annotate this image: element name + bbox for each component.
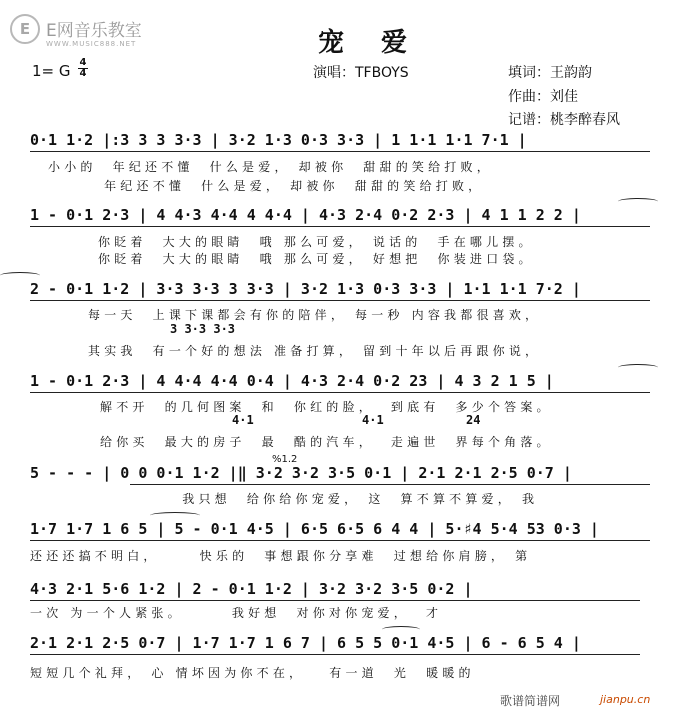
beam-line-4 [30,392,650,393]
lyric-line-7: 一次 为一个人紧张。 我好想 对你对你宠爱， 才 [30,606,443,620]
footer-site-name[interactable]: 歌谱简谱网 [500,694,561,708]
notation-line-5: 5 - - - | 0 0 0·1 1·2 |‖ 3·2 3·2 3·5 0·1 | 2·1 2·1 2·5 0·7 | [30,464,572,482]
composer-credit: 作曲：刘佳 [508,89,578,105]
beam-line-2 [30,226,650,227]
alt-notes-4c: 24 [466,413,481,427]
tie-mark [150,512,200,519]
time-bottom: 4 [79,68,87,79]
notation-line-4: 1 - 0·1 2·3 | 4 4·4 4·4 0·4 | 4·3 2·4 0·2 23 | 4 3 2 1 5 | [30,372,554,390]
song-title: 宠 爱 [318,28,422,58]
lyric-line-6: 还还还搞不明白， 快乐的 事想跟你分享难 过想给你肩膀， 第 [30,549,532,563]
notation-line-2: 1 - 0·1 2·3 | 4 4·3 4·4 4 4·4 | 4·3 2·4 0·2 2·3 | 4 1 1 2 2 | [30,206,581,224]
time-top: 4 [79,57,87,68]
tie-mark [0,272,40,279]
alt-notes-4b: 4·1 [362,413,384,427]
key-signature: 1= G [32,62,71,80]
tie-mark [618,198,658,205]
lyric-line-8: 短短几个礼拜， 心 情坏因为你不在， 有一道 光 暖暖的 [30,666,475,680]
logo-badge-icon: E [10,14,40,44]
notation-line-1: 0·1 1·2 |:3 3 3 3·3 | 3·2 1·3 0·3 3·3 | 1 1·1 1·1 7·1 | [30,131,527,149]
notation-line-8: 2·1 2·1 2·5 0·7 | 1·7 1·7 1 6 7 | 6 5 5 0·1 4·5 | 6 - 6 5 4 | [30,634,581,652]
site-logo[interactable] [6,10,196,50]
site-url: WWW.MUSIC888.NET [46,40,137,48]
beam-line-7 [30,600,640,601]
beam-line-8 [30,654,640,655]
alt-notes-3: 3 3·3 3·3 [170,322,236,336]
beam-line-1 [30,151,650,152]
notation-line-6: 1·7 1·7 1 6 5 | 5 - 0·1 4·5 | 6·5 6·5 6 4 4 | 5·♯4 5·4 53 0·3 | [30,520,599,538]
notation-line-3: 2 - 0·1 1·2 | 3·3 3·3 3 3·3 | 3·2 1·3 0·3 3·3 | 1·1 1·1 7·2 | [30,280,581,298]
tie-mark [618,364,658,371]
lyricist-credit: 填词：王韵韵 [508,65,592,81]
lyric-line-4a: 解不开 的几何图案 和 你红的脸， 到底有 多少个答案。 [100,400,553,414]
transcriber-credit: 记谱：桃李醉春风 [508,112,620,128]
lyric-line-5: 我只想 给你给你宠爱， 这 算不算不算爱， 我 [30,492,539,506]
lyric-line-1a: 小小的 年纪还不懂 什么是爱， 却被你 甜甜的笑给打败， [48,160,493,174]
lyric-line-1b: 年纪还不懂 什么是爱， 却被你 甜甜的笑给打败， [48,179,485,193]
segno-mark: %1.2 [272,454,298,465]
alt-notes-4a: 4·1 [232,413,254,427]
lyric-line-3a: 每一天 上课下课都会有你的陪伴， 每一秒 内容我都很喜欢， [88,308,542,322]
notation-line-7: 4·3 2·1 5·6 1·2 | 2 - 0·1 1·2 | 3·2 3·2 3·5 0·2 | [30,580,473,598]
lyric-line-4b: 给你买 最大的房子 最 酷的汽车， 走遍世 界每个角落。 [100,435,553,449]
site-name: E网音乐教室 [46,21,142,41]
beam-line-6 [30,540,650,541]
lyric-line-3b: 其实我 有一个好的想法 准备打算， 留到十年以后再跟你说， [88,344,542,358]
lyric-line-2b: 你眨着 大大的眼睛 哦 那么可爱， 好想把 你装进口袋。 [98,252,535,266]
footer-site-url[interactable]: jianpu.cn [600,693,651,706]
tie-mark [382,626,420,633]
beam-line-5 [130,484,650,485]
singer-credit: 演唱：TFBOYS [313,65,409,81]
beam-line-3 [30,300,650,301]
lyric-line-2a: 你眨着 大大的眼睛 哦 那么可爱， 说话的 手在哪儿摆。 [98,235,535,249]
time-signature [78,58,88,79]
